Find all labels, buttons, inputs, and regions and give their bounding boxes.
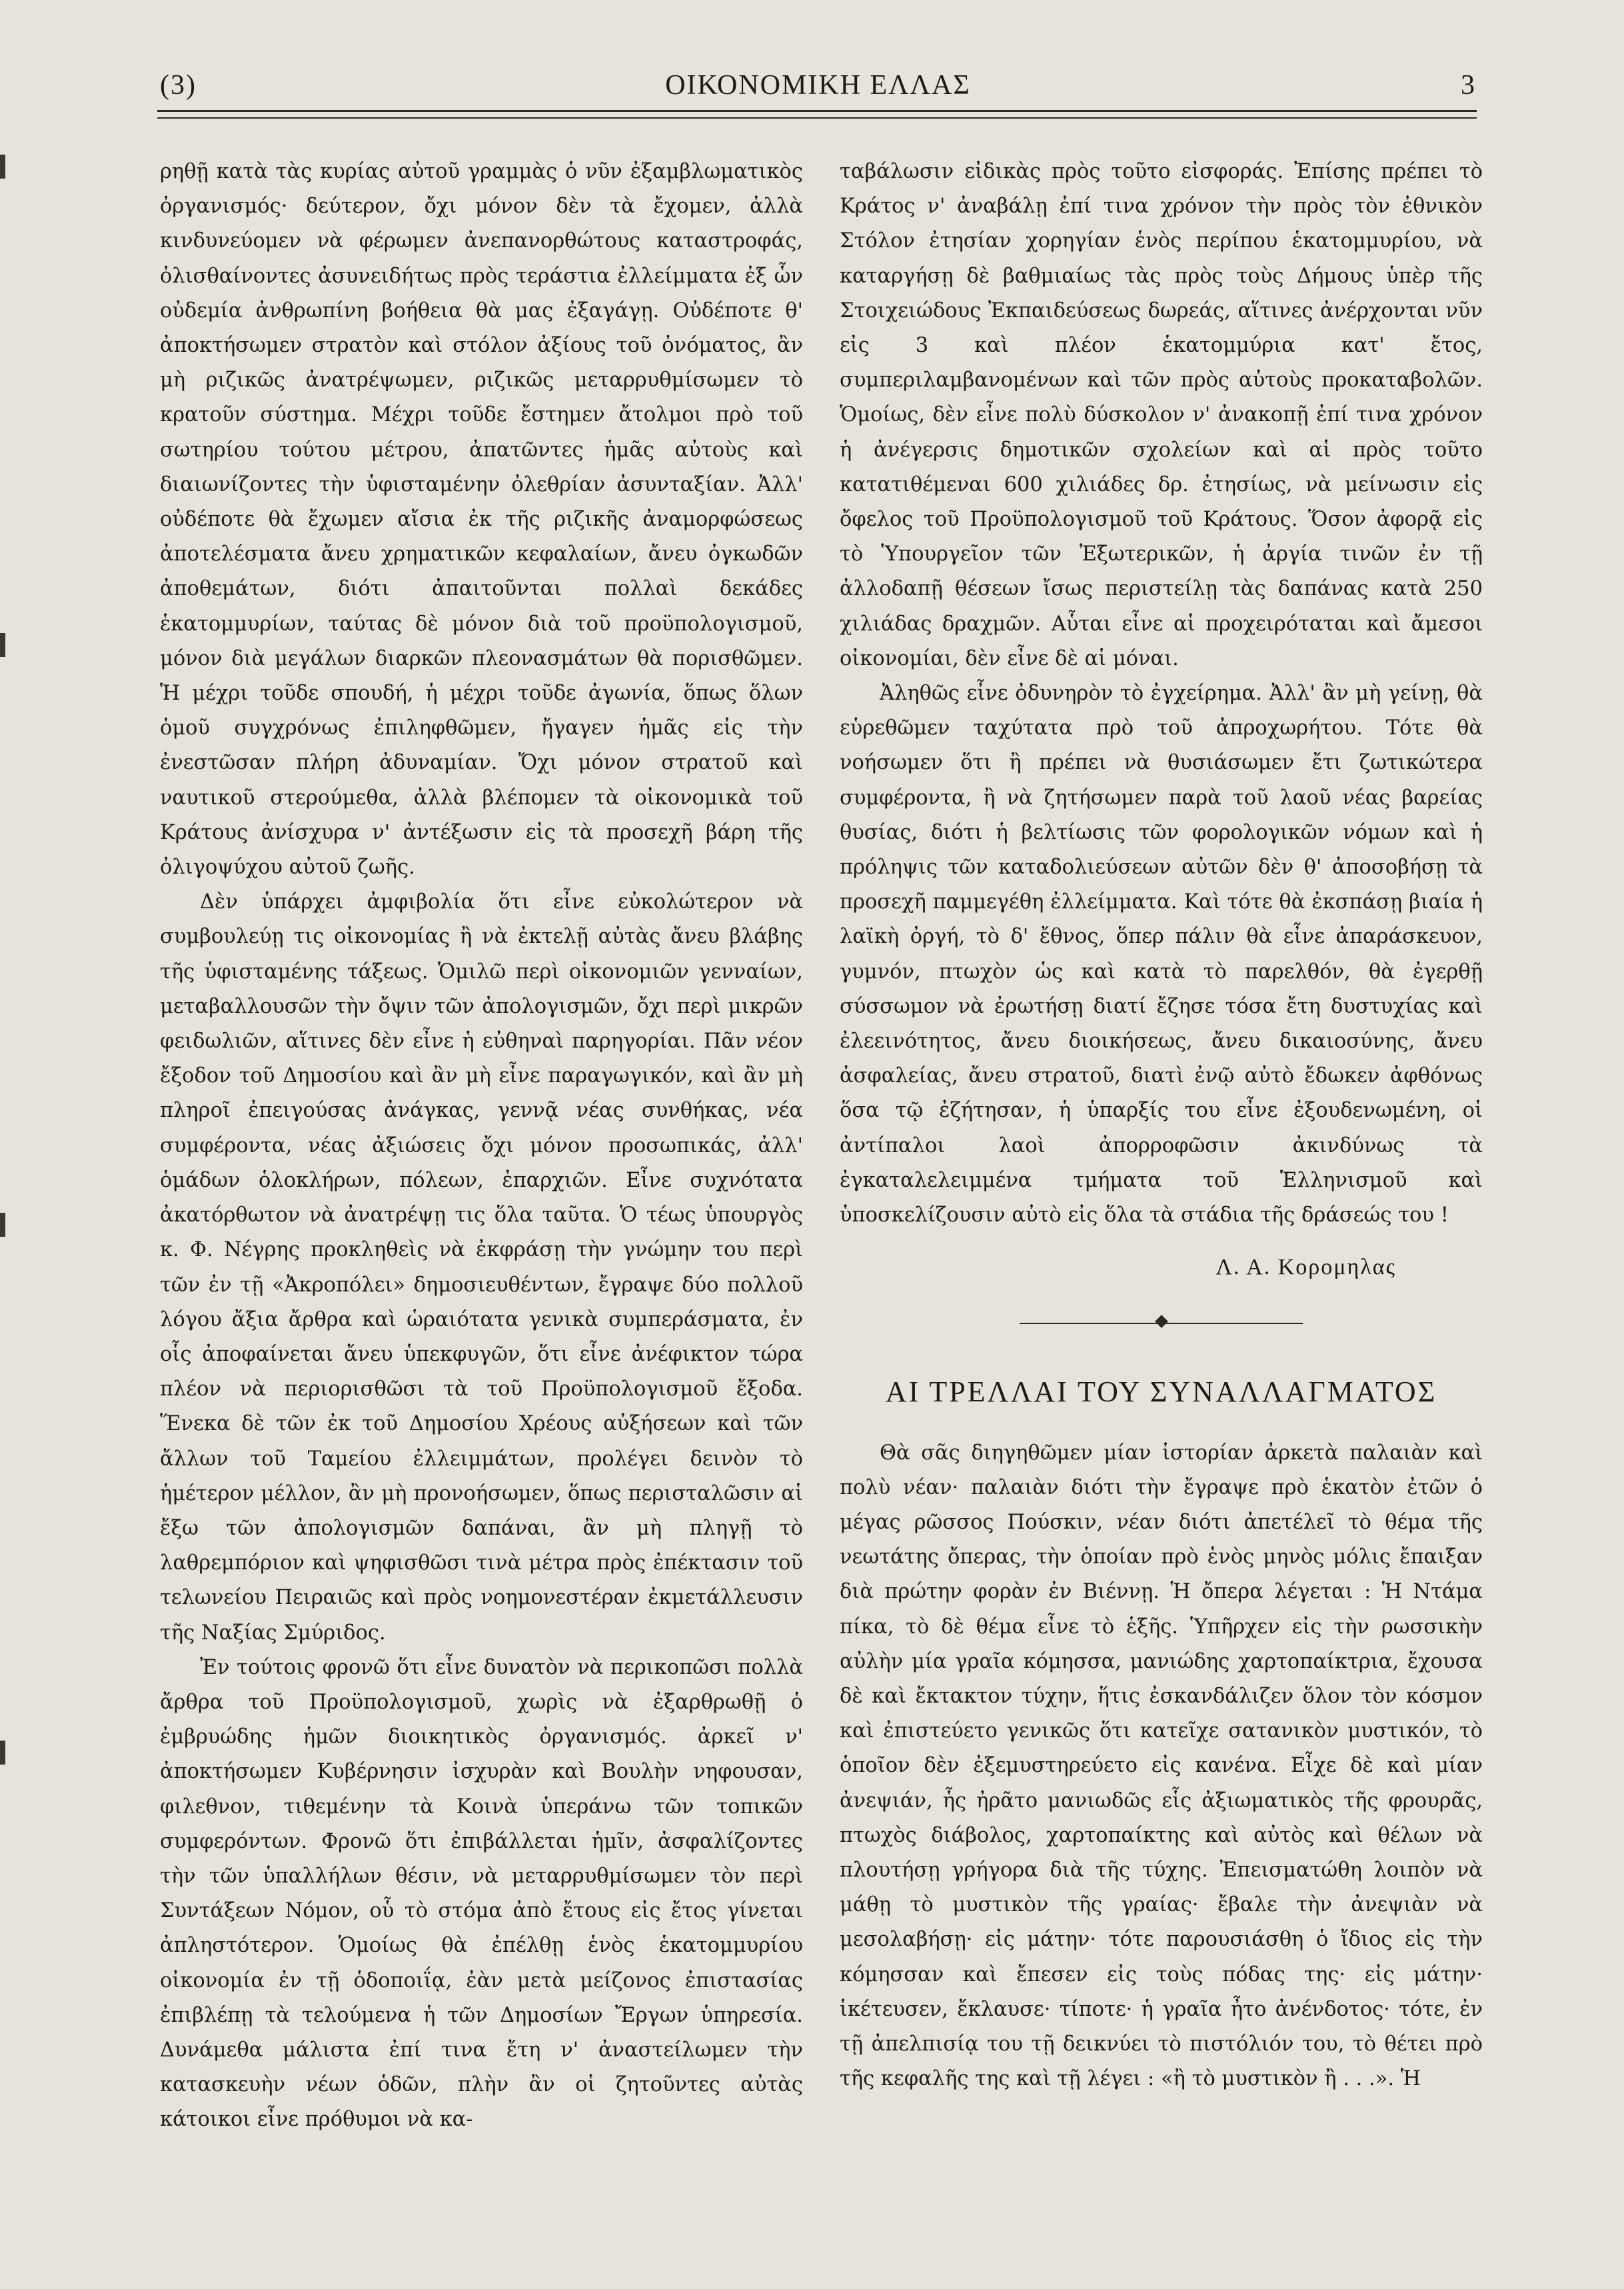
- left-column: [160, 155, 803, 2138]
- article-divider: [840, 1311, 1483, 1337]
- paragraph: ταβάλωσιν εἰδικὰς πρὸς τοῦτο εἰσφοράς. Ἐπίσης πρέπει τὸ Κράτος ν' ἀναβάλῃ ἐπί τινα χρόνον τὴν πρὸς τὸν ἐθνικὸν Στόλον ἐτησίαν χορηγίαν ἑνὸς περίπου ἑκατομμυρίου, νὰ καταργήσῃ δὲ βαθμιαίως τὰς πρὸς τοὺς Δήμους ὑπὲρ τῆς Στοιχειώδους Ἐκπαιδεύσεως δωρεάς, αἵτινες ἀνέρχονται νῦν εἰς 3 καὶ πλέον ἑκατομμύρια κατ' ἔτος, συμπεριλαμβανομένων καὶ τῶν πρὸς αὐτοὺς προκαταβολῶν. Ὁμοίως, δὲν εἶνε πολὺ δύσκολον ν' ἀνακοπῇ ἐπί τινα χρόνον ἡ ἀνέγερσις δημοτικῶν σχολείων καὶ αἱ πρὸς τοῦτο κατατιθέμεναι 600 χιλιάδες δρ. ἐτησίως, νὰ μείνωσιν εἰς ὄφελος τοῦ Προϋπολογισμοῦ τοῦ Κράτους. Ὅσον ἀφορᾷ εἰς τὸ Ὑπουργεῖον τῶν Ἐξωτερικῶν, ἡ ἀργία τινῶν ἐν τῇ ἀλλοδαπῇ θέσεων ἴσως περιστείλῃ τὰς δαπάνας κατὰ 250 χιλιάδας δραχμῶν. Αὗται εἶνε αἱ προχειρόταται καὶ ἄμεσοι οἰκονομίαι, δὲν εἶνε δὲ αἱ μόναι.: [840, 160, 1483, 670]
- running-header: [160, 69, 1476, 109]
- author-signature: Λ. Α. Κορομηλας: [1216, 1255, 1396, 1280]
- scan-edge-mark: [0, 1741, 5, 1765]
- header-rule: [157, 110, 1477, 112]
- scan-edge-mark: [0, 633, 5, 657]
- right-column: [840, 155, 1483, 2096]
- paragraph: ρηθῇ κατὰ τὰς κυρίας αὐτοῦ γραμμὰς ὁ νῦν ἐξαμβλωματικὸς ὀργανισμός· δεύτερον, ὄχι μόνον δὲν τὰ ἔχομεν, ἀλλὰ κινδυνεύομεν νὰ φέρωμεν ἀνεπανορθώτους καταστροφάς, ὀλισθαίνοντες ἀσυνειδήτως πρὸς τεράστια ἐλλείμματα ἐξ ὧν οὐδεμία ἀνθρωπίνη βοήθεια θὰ μας ἐξαγάγῃ. Οὐδέποτε θ' ἀποκτήσωμεν στρατὸν καὶ στόλον ἀξίους τοῦ ὀνόματος, ἂν μὴ ριζικῶς ἀνατρέψωμεν, ριζικῶς μεταρρυθμίσωμεν τὸ κρατοῦν σύστημα. Μέχρι τοῦδε ἔστημεν ἄτολμοι πρὸ τοῦ σωτηρίου τούτου μέτρου, ἀπατῶντες ἡμᾶς αὐτοὺς καὶ διαιωνίζοντες τὴν ὑφισταμένην ὀλεθρίαν ἀσυνταξίαν. Ἀλλ' οὐδέποτε θὰ ἔχωμεν αἴσια ἐκ τῆς ριζικῆς ἀναμορφώσεως ἀποτελέσματα ἄνευ χρηματικῶν κεφαλαίων, ἄνευ ὀγκωδῶν ἀποθεμάτων, διότι ἀπαιτοῦνται πολλαὶ δεκάδες ἑκατομμυρίων, ταύτας δὲ μόνον διὰ τοῦ προϋπολογισμοῦ, μόνον διὰ μεγάλων διαρκῶν πλεονασμάτων θὰ πορισθῶμεν. Ἡ μέχρι τοῦδε σπουδή, ἡ μέχρι τοῦδε ἀγωνία, ὅπως ὅλων ὁμοῦ συγχρόνως ἐπιληφθῶμεν, ἤγαγεν ἡμᾶς εἰς τὴν ἐνεστῶσαν πλήρη ἀδυναμίαν. Ὄχι μόνον στρατοῦ καὶ ναυτικοῦ στερούμεθα, ἀλλὰ βλέπομεν τὰ οἰκονομικὰ τοῦ Κράτους ἀνίσχυρα ν' ἀντέξωσιν εἰς τὰ προσεχῆ βάρη τῆς ὀλιγοψύχου αὐτοῦ ζωῆς.: [160, 160, 803, 880]
- page-number: 3: [1461, 70, 1476, 101]
- divider-ornament-icon: [1155, 1315, 1168, 1328]
- paragraph: Θὰ σᾶς διηγηθῶμεν μίαν ἱστορίαν ἀρκετὰ παλαιὰν καὶ πολὺ νέαν· παλαιὰν διότι τὴν ἔγραψε πρὸ ἑκατὸν ἐτῶν ὁ μέγας ρῶσσος Πούσκιν, νέαν διότι ἀπετέλεῖ τὸ θέμα τῆς νεωτάτης ὄπερας, τὴν ὁποίαν πρὸ ἑνὸς μηνὸς μόλις ἔπαιξαν διὰ πρώτην φορὰν ἐν Βιέννῃ. Ἡ ὄπερα λέγεται : Ἡ Ντάμα πίκα, τὸ δὲ θέμα εἶνε τὸ ἑξῆς. Ὑπῆρχεν εἰς τὴν ρωσσικὴν αὐλὴν μία γραῖα κόμησσα, μανιώδης χαρτοπαίκτρια, ἔχουσα δὲ καὶ ἔκτακτον τύχην, ἥτις ἐσκανδάλιζεν ὅλον τὸν κόσμον καὶ ἐπιστεύετο γενικῶς ὅτι κατεῖχε σατανικὸν μυστικόν, τὸ ὁποῖον δὲν ἐξεμυστηρεύετο εἰς κανένα. Εἶχε δὲ καὶ μίαν ἀνεψιάν, ἧς ἠρᾶτο μανιωδῶς εἷς ἀξιωματικὸς τῆς φρουρᾶς, πτωχὸς διάβολος, χαρτοπαίκτης καὶ αὐτὸς καὶ θέλων νὰ πλουτήσῃ γρήγορα διὰ τῆς τύχης. Ἐπεισματώθη λοιπὸν νὰ μάθῃ τὸ μυστικὸν τῆς γραίας· ἔβαλε τὴν ἀνεψιὰν νὰ μεσολαβήσῃ· εἰς μάτην· τότε παρουσιάσθη ὁ ἴδιος εἰς τὴν κόμησσαν καὶ ἔπεσεν εἰς τοὺς πόδας της· εἰς μάτην· ἱκέτευσεν, ἔκλαυσε· τίποτε· ἡ γραῖα ἦτο ἀνένδοτος· τότε, ἐν τῇ ἀπελπισίᾳ του τῇ δεικνύει τὸ πιστόλιόν του, τὸ θέτει πρὸ τῆς κεφαλῆς της καὶ τῇ λέγει : «ἢ τὸ μυστικὸν ἢ . . .». Ἡ: [840, 1441, 1483, 2091]
- scan-edge-mark: [0, 155, 5, 179]
- page-label: (3): [160, 70, 197, 101]
- article-title: ΑΙ ΤΡΕΛΛΑΙ ΤΟΥ ΣΥΝΑΛΛΑΓΜΑΤΟΣ: [885, 1375, 1437, 1408]
- paragraph: Δὲν ὑπάρχει ἀμφιβολία ὅτι εἶνε εὐκολώτερον νὰ συμβουλεύῃ τις οἰκονομίας ἢ νὰ ἐκτελῇ αὐτὰς ἄνευ βλάβης τῆς ὑφισταμένης τάξεως. Ὁμιλῶ περὶ οἰκονομιῶν γενναίων, μεταβαλλουσῶν τὴν ὄψιν τῶν ἀπολογισμῶν, ὄχι περὶ μικρῶν φειδωλιῶν, αἵτινες δὲν εἶνε ἡ εὐθηναὶ παρηγορίαι. Πᾶν νέον ἔξοδον τοῦ Δημοσίου καὶ ἂν μὴ εἶνε παραγωγικόν, καὶ ἂν μὴ πληροῖ ἐπειγούσας ἀνάγκας, γεννᾷ νέας συνθήκας, νέα συμφέροντα, νέας ἀξιώσεις ὄχι μόνον προσωπικάς, ἀλλ' ὁμάδων ὁλοκλήρων, πόλεων, ἐπαρχιῶν. Εἶνε συχνότατα ἀκατόρθωτον νὰ ἀνατρέψῃ τις ὅλα ταῦτα. Ὁ τέως ὑπουργὸς κ. Φ. Νέγρης προκληθεὶς νὰ ἐκφράσῃ τὴν γνώμην του περὶ τῶν ἐν τῇ «Ἀκροπόλει» δημοσιευθέντων, ἔγραψε δύο πολλοῦ λόγου ἄξια ἄρθρα καὶ ὡραιότατα γενικὰ συμπεράσματα, ἐν οἷς ἀποφαίνεται ἄνευ ὑπεκφυγῶν, ὅτι εἶνε ἀνέφικτον τώρα πλέον νὰ περιορισθῶσι τὰ τοῦ Προϋπολογισμοῦ ἔξοδα. Ἕνεκα δὲ τῶν ἐκ τοῦ Δημοσίου Χρέους αὐξήσεων καὶ τῶν ἄλλων τοῦ Ταμείου ἐλλειμμάτων, προλέγει δεινὸν τὸ ἡμέτερον μέλλον, ἂν μὴ προνοήσωμεν, ὅπως περισταλῶσιν αἱ ἔξω τῶν ἀπολογισμῶν δαπάναι, ἂν μὴ πληγῇ τὸ λαθρεμπόριον καὶ ψηφισθῶσι τινὰ μέτρα πρὸς ἐπέκτασιν τοῦ τελωνείου Πειραιῶς καὶ πρὸς νοημονεστέραν ἐκμετάλλευσιν τῆς Ναξίας Σμύριδος.: [160, 890, 803, 1645]
- scan-edge-mark: [0, 1213, 5, 1237]
- paragraph: Ἀληθῶς εἶνε ὀδυνηρὸν τὸ ἐγχείρημα. Ἀλλ' ἂν μὴ γείνῃ, θὰ εὑρεθῶμεν ταχύτατα πρὸ τοῦ ἀπροχωρήτου. Τότε θὰ νοήσωμεν ὅτι ἢ πρέπει νὰ θυσιάσωμεν ἔτι ζωτικώτερα συμφέροντα, ἢ νὰ ζητήσωμεν παρὰ τοῦ λαοῦ νέας βαρείας θυσίας, διότι ἡ βελτίωσις τῶν φορολογικῶν νόμων καὶ ἡ πρόληψις τῶν καταδολιεύσεων αὐτῶν δὲν θ' ἀποσοβήσῃ τὰ προσεχῆ παμμεγέθη ἐλλείμματα. Καὶ τότε θὰ ἐκσπάσῃ βιαία ἡ λαϊκὴ ὀργή, τὸ δ' ἔθνος, ὅπερ πάλιν θὰ εἶνε ἀπαράσκευον, γυμνόν, πτωχὸν ὡς καὶ κατὰ τὸ παρελθόν, θὰ ἐγερθῇ σύσσωμον νὰ ἐρωτήσῃ διατί ἔζησε τόσα ἔτη δυστυχίας καὶ ἐλεεινότητος, ἄνευ διοικήσεως, ἄνευ δικαιοσύνης, ἄνευ ἀσφαλείας, ἄνευ στρατοῦ, διατὶ ἐνῷ αὐτὸ ἔδωκεν ἀφθόνως ὅσα τῷ ἐζήτησαν, ἡ ὑπαρξίς του εἶνε ἐξουδενωμένη, οἱ ἀντίπαλοι λαοὶ ἀπορροφῶσιν ἀκινδύνως τὰ ἐγκαταλελειμμένα τμήματα τοῦ Ἑλληνισμοῦ καὶ ὑποσκελίζουσιν αὐτὸ εἰς ὅλα τὰ στάδια τῆς δράσεώς του !: [840, 682, 1483, 1227]
- journal-title: ΟΙΚΟΝΟΜΙΚΗ ΕΛΛΑΣ: [665, 70, 971, 101]
- paragraph: Ἐν τούτοις φρονῶ ὅτι εἶνε δυνατὸν νὰ περικοπῶσι πολλὰ ἄρθρα τοῦ Προϋπολογισμοῦ, χωρὶς νὰ ἐξαρθρωθῇ ὁ ἐμβρυώδης ἡμῶν διοικητικὸς ὀργανισμός. ἀρκεῖ ν' ἀποκτήσωμεν Κυβέρνησιν ἰσχυρὰν καὶ Βουλὴν νηφουσαν, φιλεθνον, τιθεμένην τὰ Κοινὰ ὑπεράνω τῶν τοπικῶν συμφερόντων. Φρονῶ ὅτι ἐπιβάλλεται ἡμῖν, ἀσφαλίζοντες τὴν τῶν ὑπαλλήλων θέσιν, νὰ μεταρρυθμίσωμεν τὸν περὶ Συντάξεων Νόμον, οὗ τὸ στόμα ἀπὸ ἔτους εἰς ἔτος γίνεται ἀπληστότερον. Ὁμοίως θὰ ἐπέλθῃ ἑνὸς ἑκατομμυρίου οἰκονομία ἐν τῇ ὁδοποιΐᾳ, ἐὰν μετὰ μείζονος ἐπιστασίας ἐπιβλέπῃ τὰ τελούμενα ἡ τῶν Δημοσίων Ἔργων ὑπηρεσία. Δυνάμεθα μάλιστα ἐπί τινα ἔτη ν' ἀναστείλωμεν τὴν κατασκευὴν νέων ὁδῶν, πλὴν ἂν οἱ ζητοῦντες αὐτὰς κάτοικοι εἶνε πρόθυμοι νὰ κα-: [160, 1655, 803, 2132]
- header-rule-thin: [157, 117, 1477, 119]
